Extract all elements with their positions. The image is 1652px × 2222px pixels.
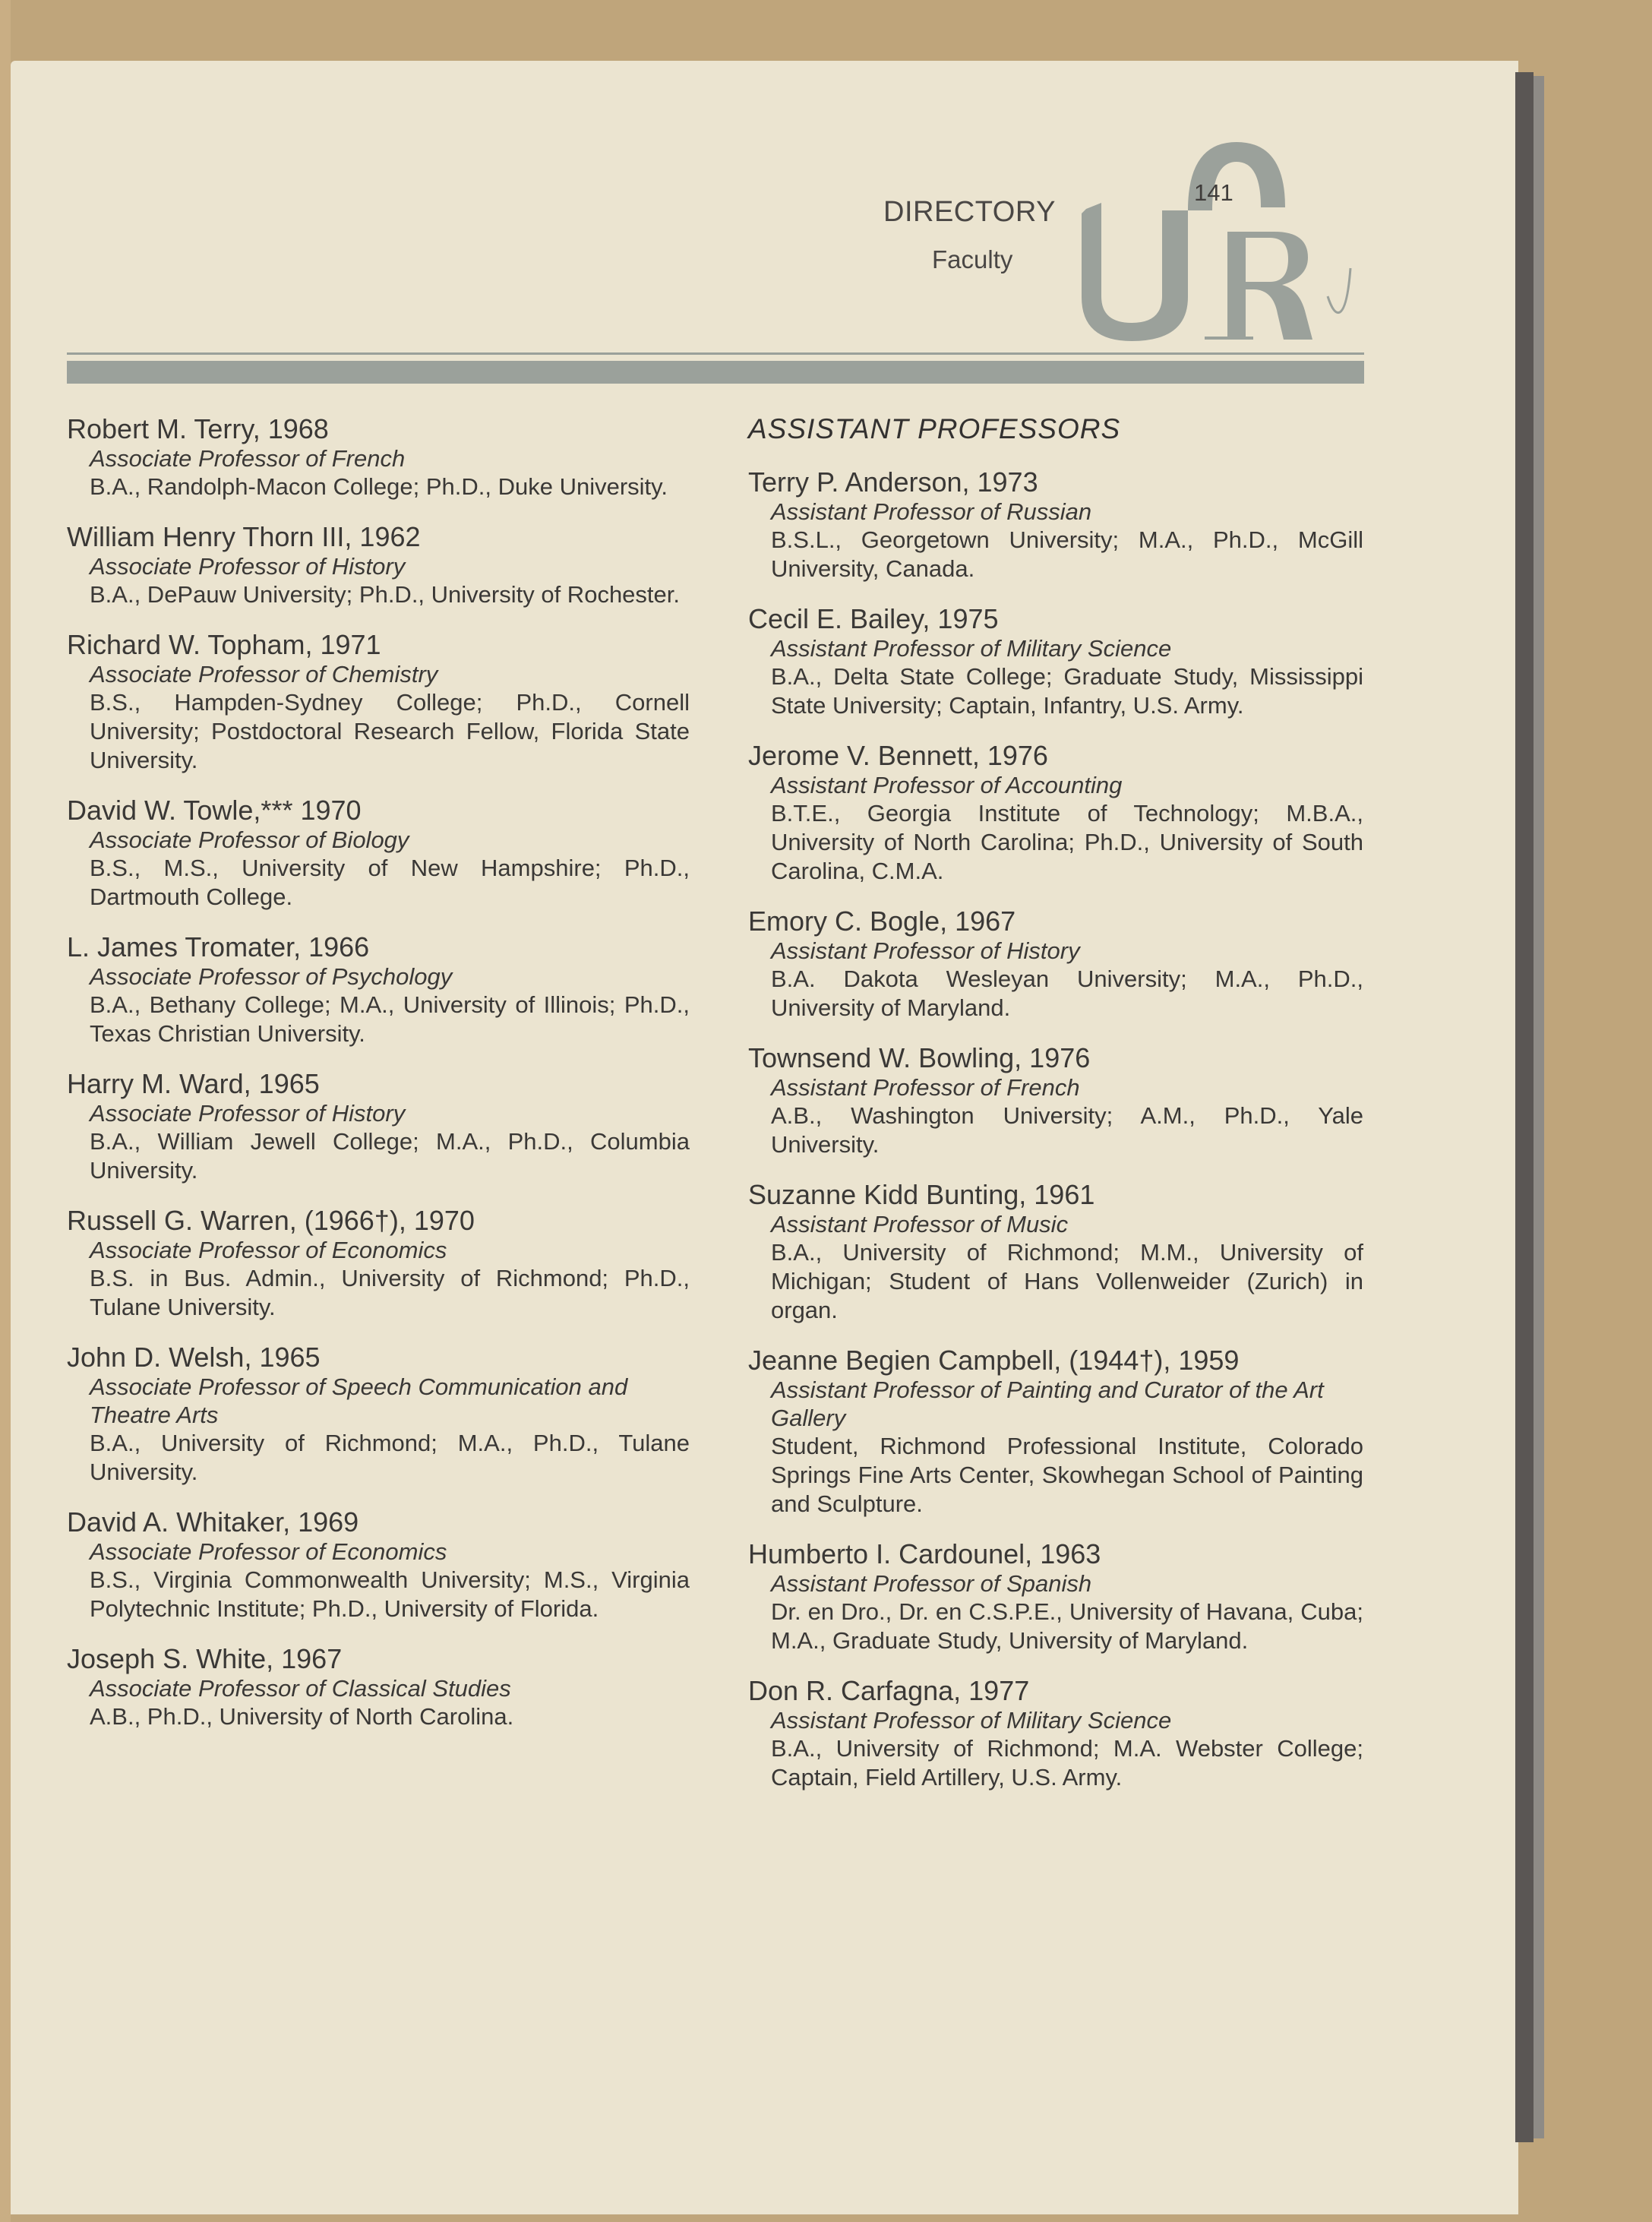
- faculty-name: Joseph S. White, 1967: [67, 1643, 343, 1674]
- faculty-title: Assistant Professor of Music: [771, 1211, 1069, 1237]
- header-rule-thin: [67, 352, 1364, 355]
- faculty-entry: [67, 1205, 690, 1322]
- faculty-degrees: B.A., University of Richmond; M.A., Ph.D., Tulane University.: [90, 1430, 690, 1485]
- faculty-degrees: B.A., William Jewell College; M.A., Ph.D., Columbia University.: [90, 1128, 690, 1184]
- faculty-name: Russell G. Warren, (1966†), 1970: [67, 1205, 475, 1236]
- faculty-title: Associate Professor of History: [90, 1100, 406, 1127]
- faculty-title: Assistant Professor of French: [771, 1074, 1080, 1101]
- faculty-title: Associate Professor of French: [90, 445, 406, 472]
- faculty-name: Terry P. Anderson, 1973: [748, 466, 1038, 498]
- page-edge-inner: [1534, 76, 1544, 2138]
- faculty-name: Humberto I. Cardounel, 1963: [748, 1538, 1101, 1569]
- faculty-degrees: B.S. in Bus. Admin., University of Richmond; Ph.D., Tulane University.: [90, 1265, 690, 1320]
- faculty-entry: [748, 1042, 1363, 1159]
- faculty-name: L. James Tromater, 1966: [67, 931, 370, 962]
- faculty-degrees: B.S., M.S., University of New Hampshire; Ph.D., Dartmouth College.: [90, 855, 690, 910]
- faculty-title: Associate Professor of History: [90, 553, 406, 580]
- faculty-degrees: A.B., Washington University; A.M., Ph.D., Yale University.: [771, 1102, 1363, 1158]
- faculty-name: Cecil E. Bailey, 1975: [748, 603, 999, 634]
- faculty-entry: [748, 466, 1363, 583]
- faculty-degrees: B.S., Hampden-Sydney College; Ph.D., Cornell University; Postdoctoral Research Fellow, Florida State University.: [90, 689, 690, 773]
- faculty-degrees: B.S.L., Georgetown University; M.A., Ph.D., McGill University, Canada.: [771, 526, 1363, 582]
- faculty-name: Townsend W. Bowling, 1976: [748, 1042, 1091, 1073]
- faculty-entry: [748, 906, 1363, 1022]
- faculty-entry: [67, 1068, 690, 1185]
- header-rule-thick: [67, 361, 1364, 384]
- faculty-name: John D. Welsh, 1965: [67, 1342, 321, 1373]
- faculty-name: Jeanne Begien Campbell, (1944†), 1959: [748, 1345, 1240, 1376]
- faculty-degrees: Student, Richmond Professional Institute, Colorado Springs Fine Arts Center, Skowhegan School of Painting and Sculpture.: [771, 1433, 1363, 1517]
- faculty-title: Associate Professor of Psychology: [90, 963, 453, 990]
- faculty-name: William Henry Thorn III, 1962: [67, 521, 421, 552]
- faculty-title: Assistant Professor of Military Science: [771, 635, 1172, 662]
- faculty-degrees: B.A., Delta State College; Graduate Study, Mississippi State University; Captain, Infantry, U.S. Army.: [771, 663, 1363, 719]
- faculty-title: Associate Professor of Biology: [90, 827, 409, 853]
- faculty-name: Jerome V. Bennett, 1976: [748, 740, 1048, 771]
- page-number: 141: [1194, 179, 1233, 206]
- header-title: DIRECTORY: [883, 196, 1056, 228]
- faculty-degrees: A.B., Ph.D., University of North Carolina.: [90, 1703, 514, 1730]
- faculty-degrees: B.A., University of Richmond; M.M., University of Michigan; Student of Hans Vollenweider (Zurich) in organ.: [771, 1239, 1363, 1323]
- faculty-title: Associate Professor of Speech Communication and Theatre Arts: [90, 1373, 628, 1428]
- left-column: [67, 413, 690, 1751]
- faculty-name: Richard W. Topham, 1971: [67, 629, 381, 660]
- faculty-entry: [67, 1643, 690, 1731]
- faculty-entry: [748, 1675, 1363, 1792]
- faculty-name: Emory C. Bogle, 1967: [748, 906, 1016, 937]
- faculty-title: Assistant Professor of History: [771, 937, 1080, 964]
- scan-margin: [0, 0, 11, 2222]
- faculty-degrees: B.T.E., Georgia Institute of Technology; M.B.A., University of North Carolina; Ph.D., University of South Carolina, C.M.A.: [771, 800, 1363, 884]
- faculty-title: Associate Professor of Economics: [90, 1538, 447, 1565]
- faculty-entry: [67, 795, 690, 912]
- faculty-name: David W. Towle,*** 1970: [67, 795, 362, 826]
- faculty-degrees: B.A., Bethany College; M.A., University of Illinois; Ph.D., Texas Christian University.: [90, 991, 690, 1047]
- ur-logo-icon: [1077, 141, 1373, 342]
- section-heading: ASSISTANT PROFESSORS: [748, 413, 1121, 444]
- faculty-name: David A. Whitaker, 1969: [67, 1506, 359, 1538]
- faculty-title: Assistant Professor of Accounting: [771, 772, 1123, 798]
- faculty-title: Assistant Professor of Russian: [771, 498, 1092, 525]
- faculty-title: Associate Professor of Economics: [90, 1237, 447, 1263]
- faculty-title: Associate Professor of Classical Studies: [90, 1675, 511, 1702]
- faculty-title: Assistant Professor of Painting and Curator of the Art Gallery: [771, 1377, 1324, 1431]
- faculty-entry: [67, 413, 690, 501]
- faculty-entry: [67, 1342, 690, 1487]
- faculty-degrees: B.A., University of Richmond; M.A. Webster College; Captain, Field Artillery, U.S. Army.: [771, 1735, 1363, 1791]
- faculty-degrees: B.S., Virginia Commonwealth University; M.S., Virginia Polytechnic Institute; Ph.D., University of Florida.: [90, 1566, 690, 1622]
- faculty-name: Suzanne Kidd Bunting, 1961: [748, 1179, 1095, 1210]
- faculty-degrees: Dr. en Dro., Dr. en C.S.P.E., University of Havana, Cuba; M.A., Graduate Study, University of Maryland.: [771, 1598, 1363, 1654]
- faculty-entry: [748, 1538, 1363, 1655]
- faculty-name: Don R. Carfagna, 1977: [748, 1675, 1030, 1706]
- faculty-entry: [67, 1506, 690, 1623]
- faculty-entry: [67, 521, 690, 609]
- page-edge: [1515, 72, 1534, 2142]
- faculty-title: Assistant Professor of Spanish: [771, 1570, 1092, 1597]
- faculty-entry: [748, 1345, 1363, 1519]
- faculty-entry: [67, 629, 690, 775]
- faculty-entry: [748, 1179, 1363, 1325]
- faculty-entry: [67, 931, 690, 1048]
- faculty-degrees: B.A., Randolph-Macon College; Ph.D., Duke University.: [90, 473, 668, 500]
- faculty-title: Associate Professor of Chemistry: [90, 661, 438, 687]
- faculty-degrees: B.A., DePauw University; Ph.D., University of Rochester.: [90, 581, 680, 608]
- faculty-degrees: B.A. Dakota Wesleyan University; M.A., Ph.D., University of Maryland.: [771, 966, 1363, 1021]
- faculty-name: Robert M. Terry, 1968: [67, 413, 329, 444]
- faculty-title: Assistant Professor of Military Science: [771, 1707, 1172, 1734]
- faculty-entry: [748, 740, 1363, 886]
- faculty-entry: [748, 603, 1363, 720]
- header-subtitle: Faculty: [932, 245, 1013, 273]
- right-column: [748, 413, 1363, 1812]
- faculty-name: Harry M. Ward, 1965: [67, 1068, 320, 1099]
